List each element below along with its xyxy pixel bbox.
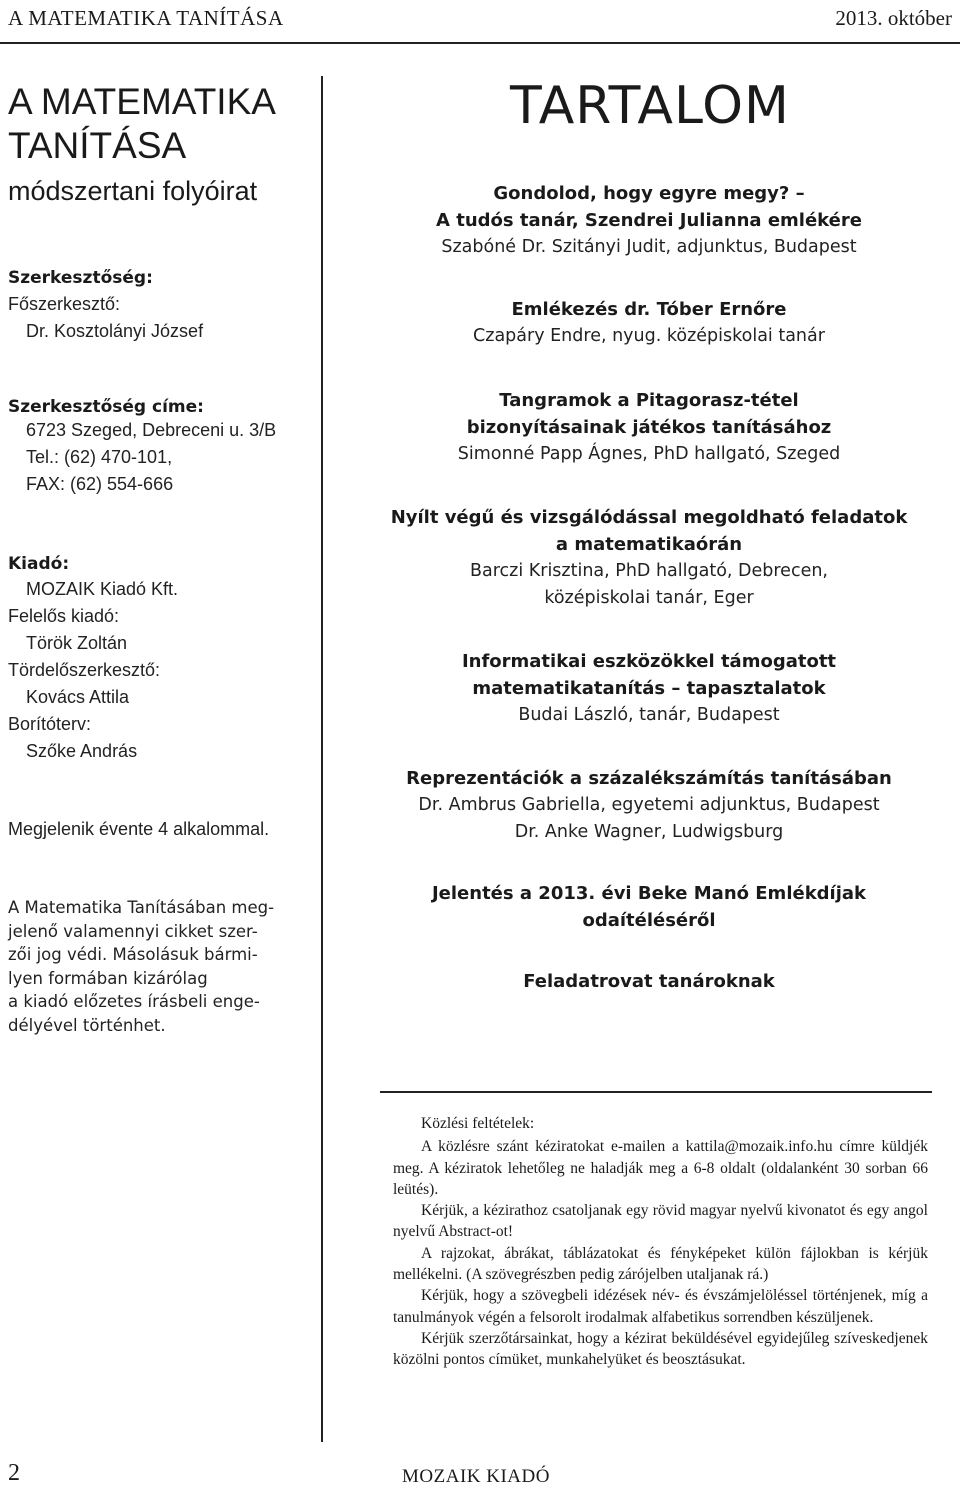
toc-item-author: Budai László, tanár, Budapest — [518, 705, 780, 725]
toc-item-title: A tudós tanár, Szendrei Julianna emlékére — [436, 210, 862, 231]
submission-paragraph: Kérjük, a kézirathoz csatoljanak egy rövid magyar nyelvű kivonatot és egy angol nyelvű Abstract-ot! — [393, 1202, 928, 1241]
layout-editor-label: Tördelőszerkesztő: — [8, 660, 161, 680]
toc-item[interactable] — [340, 180, 958, 261]
toc-item-title: matematikatanítás – tapasztalatok — [472, 678, 826, 699]
copyright-line: lyen formában kizárólag — [8, 968, 208, 988]
toc-item-title: Nyílt végű és vizsgálódással megoldható feladatok — [390, 507, 908, 528]
toc-item-author: középiskolai tanár, Eger — [544, 588, 754, 608]
toc-item-title: odaítéléséről — [582, 910, 716, 931]
journal-title-line-1: A MATEMATIKA — [8, 81, 276, 122]
toc-item-title: bizonyításainak játékos tanításához — [466, 417, 832, 438]
address-block — [8, 397, 313, 498]
cover-design-label: Borítóterv: — [8, 714, 92, 734]
toc-list — [340, 0, 958, 1050]
frequency-note: Megjelenik évente 4 alkalommal. — [8, 819, 270, 839]
toc-item[interactable] — [340, 504, 958, 612]
toc-item-title: Feladatrovat tanároknak — [523, 971, 775, 992]
journal-title-line-2: TANÍTÁSA — [8, 125, 187, 166]
editorial-block — [8, 268, 313, 345]
telephone: Tel.: (62) 470-101, — [26, 447, 173, 467]
toc-item[interactable] — [340, 387, 958, 468]
toc-item-author: Szabóné Dr. Szitányi Judit, adjunktus, Budapest — [441, 237, 857, 257]
chief-editor-name: Dr. Kosztolányi József — [26, 321, 204, 341]
submission-paragraph: Kérjük, hogy a szövegbeli idézések név- és évszámjelöléssel történjenek, míg a tanulmányok végén a felsorolt irodalmak alfabetikus sorrendben készüljenek. — [393, 1287, 928, 1326]
publisher-block — [8, 554, 313, 765]
toc-heading: TARTALOM — [510, 76, 790, 136]
journal-title — [8, 80, 313, 168]
copyright-line: zői jog védi. Másolásuk bármi- — [8, 945, 258, 964]
layout-editor-name: Kovács Attila — [26, 687, 130, 707]
toc-item-title: Reprezentációk a százalékszámítás tanításában — [406, 768, 892, 789]
toc-item[interactable] — [340, 648, 958, 729]
toc-item-title: Jelentés a 2013. évi Beke Manó Emlékdíjak — [431, 883, 867, 904]
copyright-line: jelenő valamennyi cikket szer- — [8, 921, 258, 941]
submission-paragraph: Kérjük szerzőtársainkat, hogy a kézirat beküldésével egyidejűleg szíveskedjenek közölni pontos címüket, munkahelyüket és beosztásukat. — [393, 1329, 928, 1369]
chief-editor-label: Főszerkesztő: — [8, 294, 121, 314]
submission-paragraph: A közlésre szánt kéziratokat e-mailen a kattila@mozaik.info.hu címre küldjék meg. A kéziratok lehetőleg ne haladják meg a 6-8 oldalt (oldalanként 30 sorban 66 leütés). — [393, 1138, 928, 1198]
submission-rule — [380, 1091, 932, 1093]
fax: FAX: (62) 554-666 — [26, 474, 174, 494]
responsible-name: Török Zoltán — [26, 633, 128, 653]
running-header-date: 2013. október — [835, 6, 952, 30]
toc-item-author: Simonné Papp Ágnes, PhD hallgató, Szeged — [457, 444, 841, 464]
footer-publisher: MOZAIK KIADÓ — [402, 1466, 550, 1487]
column-divider — [321, 76, 323, 1442]
submission-label: Közlési feltételek: — [421, 1115, 535, 1132]
toc-item-title: Informatikai eszközökkel támogatott — [461, 651, 837, 672]
page-number: 2 — [8, 1460, 20, 1486]
toc-item[interactable] — [340, 968, 958, 995]
submission-conditions — [393, 1113, 928, 1371]
toc-item-title: Emlékezés dr. Tóber Ernőre — [511, 299, 787, 320]
copyright-line: a kiadó előzetes írásbeli enge- — [8, 992, 260, 1011]
toc-item-author: Dr. Anke Wagner, Ludwigsburg — [514, 822, 784, 842]
editorial-label: Szerkesztőség: — [8, 268, 153, 288]
toc-item-author: Dr. Ambrus Gabriella, egyetemi adjunktus, Budapest — [418, 795, 880, 815]
publisher-name: MOZAIK Kiadó Kft. — [26, 579, 179, 599]
copyright-notice — [8, 896, 308, 1037]
running-header-title: A MATEMATIKA TANÍTÁSA — [8, 6, 284, 30]
publisher-label: Kiadó: — [8, 554, 70, 574]
toc-item[interactable] — [340, 765, 958, 846]
toc-item-author: Czapáry Endre, nyug. középiskolai tanár — [473, 326, 825, 346]
toc-item-title: Tangramok a Pitagorasz-tétel — [499, 390, 799, 411]
submission-paragraph: A rajzokat, ábrákat, táblázatokat és fényképeket külön fájlokban is kérjük mellékelni. (A szövegrészben pedig zárójelben utaljanak rá.) — [393, 1244, 928, 1284]
address-line: 6723 Szeged, Debreceni u. 3/B — [26, 420, 277, 440]
address-label: Szerkesztőség címe: — [8, 397, 204, 417]
responsible-label: Felelős kiadó: — [8, 606, 120, 626]
toc-item[interactable] — [340, 880, 958, 934]
toc-item-title: Gondolod, hogy egyre megy? – — [493, 183, 805, 204]
toc-item[interactable] — [340, 296, 958, 350]
toc-item-author: Barczi Krisztina, PhD hallgató, Debrecen, — [470, 561, 828, 581]
copyright-line: délyével történhet. — [8, 1015, 166, 1035]
journal-subtitle: módszertani folyóirat — [8, 176, 258, 206]
cover-design-name: Szőke András — [26, 741, 138, 761]
copyright-line: A Matematika Tanításában meg- — [8, 898, 275, 917]
toc-item-title: a matematikaórán — [555, 534, 743, 555]
